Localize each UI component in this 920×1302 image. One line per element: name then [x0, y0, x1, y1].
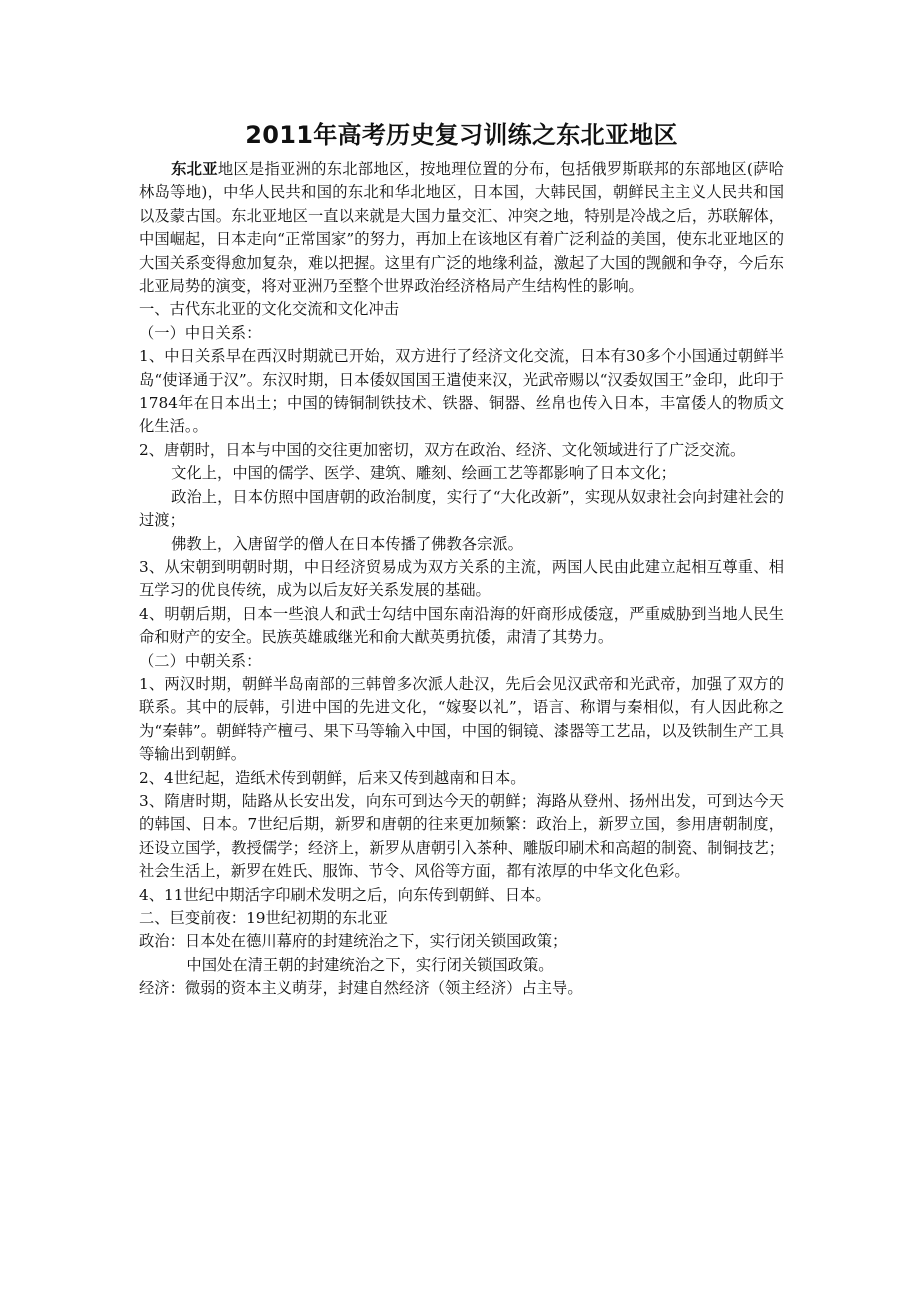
- sino-korea-item-3: 3、隋唐时期，陆路从长安出发，向东可到达今天的朝鲜；海路从登州、扬州出发，可到达今天的韩国、日本。7世纪后期，新罗和唐朝的往来更加频繁：政治上，新罗立国，参用唐朝制度，还设立国学，教授儒学；经济上，新罗从唐朝引入茶种、雕版印刷术和高超的制瓷、制铜技艺；社会生活上，新罗在姓氏、服饰、节令、风俗等方面，都有浓厚的中华文化色彩。: [139, 791, 784, 881]
- sino-japan-item-3: 3、从宋朝到明朝时期，中日经济贸易成为双方关系的主流，两国人民由此建立起相互尊重、相互学习的优良传统，成为以后友好关系发展的基础。: [139, 557, 784, 600]
- sino-japan-item-1: 1、中日关系早在西汉时期就已开始，双方进行了经济文化交流，日本有30多个小国通过朝鲜半岛“使译通于汉”。东汉时期，日本倭奴国国王遣使来汉，光武帝赐以“汉委奴国王”金印，此印于1784年在日本出土；中国的铸铜制铁技术、铁器、铜器、丝帛也传入日本，丰富倭人的物质文化生活。。: [139, 347, 784, 436]
- sino-japan-item-2: 2、唐朝时，日本与中国的交往更加密切，双方在政治、经济、文化领域进行了广泛交流。: [139, 440, 746, 459]
- section2-politics-japan: 政治：日本处在德川幕府的封建统治之下，实行闭关锁国政策；: [139, 932, 568, 951]
- sino-japan-item-2-politics: 政治上，日本仿照中国唐朝的政治制度，实行了“大化改新”，实现从奴隶社会向封建社会的过渡；: [139, 487, 784, 530]
- section2-politics-china: 中国处在清王朝的封建统治之下，实行闭关锁国政策。: [186, 955, 554, 974]
- section1-heading: 一、古代东北亚的文化交流和文化冲击: [139, 300, 400, 319]
- document-page: [139, 118, 784, 1001]
- sino-japan-item-2-culture: 文化上，中国的儒学、医学、建筑、雕刻、绘画工艺等都影响了日本文化；: [171, 464, 676, 483]
- sino-korea-item-1: 1、两汉时期，朝鲜半岛南部的三韩曾多次派人赴汉，先后会见汉武帝和光武帝，加强了双方的联系。其中的辰韩，引进中国的先进文化，“嫁娶以礼”，语言、称谓与秦相似，有人因此称之为“秦韩”。朝鲜特产檀弓、果下马等输入中国，中国的铜镜、漆器等工艺品，以及铁制生产工具等输出到朝鲜。: [139, 674, 784, 764]
- sino-korea-item-4: 4、11世纪中期活字印刷术发明之后，向东传到朝鲜、日本。: [139, 885, 551, 904]
- section1-sub1-heading: （一）中日关系：: [139, 323, 262, 342]
- section1-sub2-heading: （二）中朝关系：: [139, 651, 262, 670]
- document-title: 2011年高考历史复习训练之东北亚地区: [245, 121, 678, 149]
- sino-korea-item-2: 2、4世纪起，造纸术传到朝鲜，后来又传到越南和日本。: [139, 768, 526, 787]
- section2-heading: 二、巨变前夜：19世纪初期的东北亚: [139, 909, 388, 927]
- intro-text: 地区是指亚洲的东北部地区，按地理位置的分布，包括俄罗斯联邦的东部地区(萨哈林岛等地)，中华人民共和国的东北和华北地区，日本国，大韩民国，朝鲜民主主义人民共和国以及蒙古国。东北亚地区一直以来就是大国力量交汇、冲突之地，特别是冷战之后，苏联解体，中国崛起，日本走向“正常国家”的努力，再加上在该地区有着广泛利益的美国，使东北亚地区的大国关系变得愈加复杂，难以把握。这里有广泛的地缘利益，激起了大国的觊觎和争夺，今后东北亚局势的演变，将对亚洲乃至整个世界政治经济格局产生结构性的影响。: [139, 160, 784, 296]
- sino-japan-item-4: 4、明朝后期，日本一些浪人和武士勾结中国东南沿海的奸商形成倭寇，严重威胁到当地人民生命和财产的安全。民族英雄戚继光和俞大猷英勇抗倭，肃清了其势力。: [139, 604, 784, 647]
- sino-japan-item-2-buddhism: 佛教上，入唐留学的僧人在日本传播了佛教各宗派。: [171, 534, 523, 553]
- intro-paragraph: [139, 158, 784, 298]
- intro-lead: 东北亚: [171, 160, 218, 178]
- section2-economy: 经济：微弱的资本主义萌芽，封建自然经济（领主经济）占主导。: [139, 979, 583, 998]
